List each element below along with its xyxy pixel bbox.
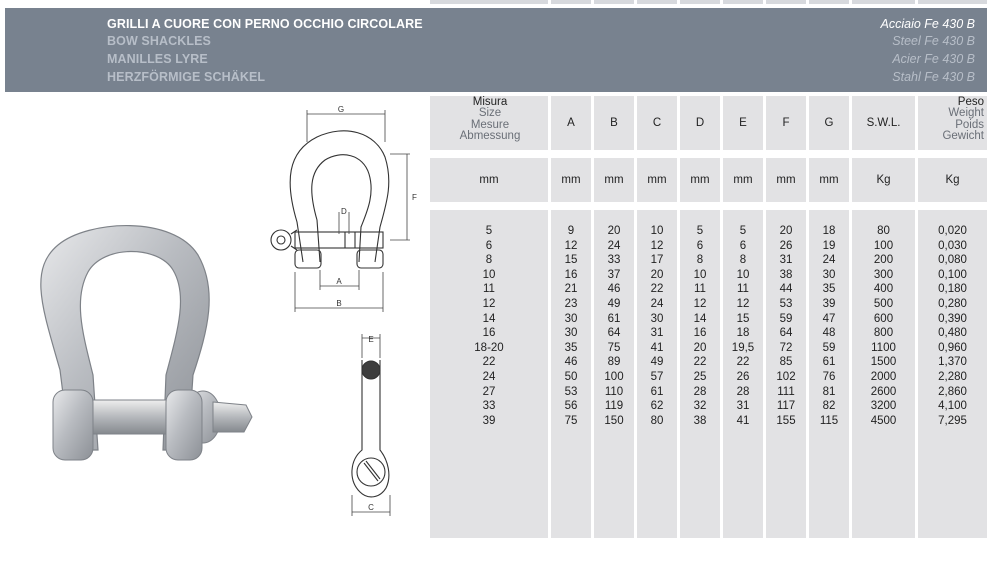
table-cell: 500 xyxy=(873,297,894,310)
table-cell: 18-20 xyxy=(474,341,504,354)
table-cell: 155 xyxy=(776,414,796,427)
table-cell: 0,480 xyxy=(938,327,967,340)
table-cell: 2600 xyxy=(870,385,897,398)
table-cell: 50 xyxy=(564,370,578,383)
table-cell: 10 xyxy=(650,225,664,237)
table-cell: 300 xyxy=(873,268,894,281)
table-cell: 24 xyxy=(482,370,496,383)
table-cell: 31 xyxy=(736,400,750,413)
table-cell: 22 xyxy=(482,356,496,369)
table-cell: 10 xyxy=(736,268,750,281)
table-cell: 46 xyxy=(564,356,578,369)
table-cell: 75 xyxy=(607,341,621,354)
table-cell: 0,100 xyxy=(938,268,967,281)
table-cell: 5 xyxy=(485,225,493,237)
table-cell: 100 xyxy=(873,239,894,252)
table-cell: 4,100 xyxy=(938,400,967,413)
table-cell: 18 xyxy=(736,327,750,340)
table-cell: 5 xyxy=(739,225,747,237)
table-cell: 76 xyxy=(822,370,836,383)
table-cell: 28 xyxy=(736,385,750,398)
product-header xyxy=(5,8,987,92)
values-c xyxy=(637,224,677,428)
table-cell: 49 xyxy=(607,297,621,310)
table-cell: 0,030 xyxy=(938,239,967,252)
table-cell: 800 xyxy=(873,327,894,340)
table-cell: 31 xyxy=(779,254,793,267)
table-cell: 33 xyxy=(482,400,496,413)
table-cell: 41 xyxy=(650,341,664,354)
table-cell: 8 xyxy=(485,254,493,267)
values-f xyxy=(766,224,806,428)
table-cell: 2000 xyxy=(870,370,897,383)
table-cell: 24 xyxy=(607,239,621,252)
table-cell: 39 xyxy=(822,297,836,310)
table-cell: 9 xyxy=(567,225,575,237)
table-cell: 0,180 xyxy=(938,283,967,296)
unit-d: mm xyxy=(690,174,710,186)
unit-g: mm xyxy=(819,174,839,186)
table-cell: 64 xyxy=(779,327,793,340)
material-italian: Acciaio Fe 430 B xyxy=(880,17,975,31)
label-g: G xyxy=(337,105,345,114)
table-cell: 18 xyxy=(822,225,836,237)
size-header-en: Size xyxy=(478,107,502,119)
table-cell: 30 xyxy=(822,268,836,281)
table-cell: 21 xyxy=(564,283,578,296)
table-cell: 0,020 xyxy=(938,225,967,237)
table-cell: 8 xyxy=(739,254,747,267)
table-cell: 26 xyxy=(736,370,750,383)
table-cell: 41 xyxy=(736,414,750,427)
values-d xyxy=(680,224,720,428)
size-header-de: Abmessung xyxy=(459,130,521,142)
table-cell: 0,390 xyxy=(938,312,967,325)
label-c: C xyxy=(368,503,374,512)
table-cell: 35 xyxy=(564,341,578,354)
header-b: B xyxy=(610,117,618,129)
table-cell: 117 xyxy=(776,400,796,413)
header-f: F xyxy=(782,117,790,129)
table-cell: 22 xyxy=(736,356,750,369)
table-cell: 7,295 xyxy=(938,414,967,427)
label-a: A xyxy=(336,277,342,286)
table-cell: 59 xyxy=(779,312,793,325)
table-cell: 47 xyxy=(822,312,836,325)
table-cell: 64 xyxy=(607,327,621,340)
side-view-drawing xyxy=(340,330,400,520)
table-cell: 11 xyxy=(694,283,706,296)
material-german: Stahl Fe 430 B xyxy=(892,70,975,84)
table-cell: 59 xyxy=(822,341,836,354)
table-cell: 12 xyxy=(693,297,707,310)
table-cell: 20 xyxy=(693,341,707,354)
table-cell: 10 xyxy=(693,268,707,281)
values-b xyxy=(594,224,634,428)
table-cell: 37 xyxy=(607,268,621,281)
table-cell: 0,280 xyxy=(938,297,967,310)
weight-header xyxy=(918,96,984,150)
table-cell: 10 xyxy=(482,268,496,281)
table-cell: 0,080 xyxy=(938,254,967,267)
table-cell: 27 xyxy=(482,385,496,398)
unit-weight: Kg xyxy=(945,174,960,186)
table-cell: 48 xyxy=(822,327,836,340)
table-cell: 61 xyxy=(822,356,836,369)
table-cell: 24 xyxy=(822,254,836,267)
table-cell: 62 xyxy=(650,400,664,413)
table-cell: 30 xyxy=(564,312,578,325)
table-cell: 23 xyxy=(564,297,578,310)
table-cell: 110 xyxy=(604,385,624,398)
table-cell: 57 xyxy=(650,370,664,383)
table-cell: 3200 xyxy=(870,400,897,413)
table-cell: 82 xyxy=(822,400,836,413)
table-cell: 6 xyxy=(696,239,704,252)
table-cell: 19 xyxy=(822,239,836,252)
table-cell: 2,860 xyxy=(938,385,967,398)
table-cell: 2,280 xyxy=(938,370,967,383)
label-b: B xyxy=(336,299,342,308)
table-cell: 14 xyxy=(693,312,707,325)
table-cell: 44 xyxy=(779,283,793,296)
table-cell: 20 xyxy=(779,225,793,237)
table-cell: 119 xyxy=(604,400,624,413)
table-cell: 150 xyxy=(604,414,624,427)
title-italian: GRILLI A CUORE CON PERNO OCCHIO CIRCOLARE xyxy=(107,17,423,31)
table-cell: 115 xyxy=(819,414,839,427)
table-cell: 20 xyxy=(607,225,621,237)
table-cell: 85 xyxy=(779,356,793,369)
table-cell: 1500 xyxy=(870,356,897,369)
table-cell: 53 xyxy=(564,385,578,398)
table-cell: 89 xyxy=(607,356,621,369)
table-cell: 12 xyxy=(736,297,750,310)
table-cell: 22 xyxy=(693,356,707,369)
table-cell: 400 xyxy=(873,283,894,296)
size-header-main: Misura xyxy=(472,96,508,108)
table-cell: 75 xyxy=(564,414,578,427)
table-cell: 19,5 xyxy=(731,341,755,354)
unit-swl: Kg xyxy=(876,174,891,186)
values-swl xyxy=(852,224,915,428)
weight-header-en: Weight xyxy=(948,107,984,119)
table-cell: 12 xyxy=(650,239,664,252)
table-cell: 200 xyxy=(873,254,894,267)
table-cell: 24 xyxy=(650,297,664,310)
table-cell: 1100 xyxy=(871,341,896,354)
table-cell: 102 xyxy=(776,370,796,383)
label-f: F xyxy=(412,193,417,202)
table-cell: 111 xyxy=(777,385,795,398)
unit-c: mm xyxy=(647,174,667,186)
weight-header-de: Gewicht xyxy=(942,130,984,142)
title-german: HERZFÖRMIGE SCHÄKEL xyxy=(107,70,266,84)
table-cell: 56 xyxy=(564,400,578,413)
header-g: G xyxy=(824,117,834,129)
unit-size: mm xyxy=(479,174,499,186)
table-cell: 16 xyxy=(693,327,707,340)
table-cell: 28 xyxy=(693,385,707,398)
table-cell: 12 xyxy=(564,239,578,252)
weight-header-main: Peso xyxy=(957,96,984,108)
header-c: C xyxy=(652,117,662,129)
size-header xyxy=(434,96,546,150)
table-cell: 14 xyxy=(482,312,496,325)
row-separator xyxy=(430,202,987,210)
unit-a: mm xyxy=(561,174,581,186)
table-cell: 26 xyxy=(779,239,793,252)
material-english: Steel Fe 430 B xyxy=(892,34,975,48)
table-cell: 11 xyxy=(737,283,749,296)
unit-e: mm xyxy=(733,174,753,186)
values-g xyxy=(809,224,849,428)
table-cell: 100 xyxy=(604,370,624,383)
table-cell: 6 xyxy=(485,239,493,252)
table-cell: 5 xyxy=(696,225,704,237)
table-cell: 46 xyxy=(607,283,621,296)
table-cell: 16 xyxy=(564,268,578,281)
table-cell: 1,370 xyxy=(938,356,967,369)
table-cell: 15 xyxy=(564,254,578,267)
values-a xyxy=(551,224,591,428)
table-cell: 38 xyxy=(693,414,707,427)
table-cell: 15 xyxy=(736,312,750,325)
unit-f: mm xyxy=(776,174,796,186)
table-cell: 22 xyxy=(650,283,664,296)
table-cell: 38 xyxy=(779,268,793,281)
table-cell: 31 xyxy=(650,327,664,340)
values-weight xyxy=(918,224,987,428)
material-french: Acier Fe 430 B xyxy=(892,52,975,66)
table-cell: 33 xyxy=(607,254,621,267)
weight-header-fr: Poids xyxy=(955,118,984,131)
header-e: E xyxy=(739,117,747,129)
header-swl: S.W.L. xyxy=(866,117,901,129)
table-cell: 61 xyxy=(650,385,664,398)
values-size xyxy=(430,224,548,428)
table-cell: 20 xyxy=(650,268,664,281)
table-cell: 81 xyxy=(822,385,836,398)
label-d: D xyxy=(341,207,347,216)
table-cell: 32 xyxy=(693,400,707,413)
table-cell: 11 xyxy=(483,283,495,296)
table-cell: 35 xyxy=(822,283,836,296)
table-cell: 8 xyxy=(696,254,704,267)
front-view-drawing xyxy=(265,102,425,322)
size-header-fr: Mesure xyxy=(470,118,510,131)
table-cell: 53 xyxy=(779,297,793,310)
unit-b: mm xyxy=(604,174,624,186)
table-cell: 0,960 xyxy=(938,341,967,354)
values-e xyxy=(723,224,763,428)
table-cell: 80 xyxy=(877,225,890,237)
table-cell: 4500 xyxy=(870,414,897,427)
table-cell: 17 xyxy=(650,254,664,267)
table-cell: 39 xyxy=(482,414,496,427)
table-cell: 6 xyxy=(739,239,747,252)
title-french: MANILLES LYRE xyxy=(107,52,208,66)
header-d: D xyxy=(695,117,705,129)
table-cell: 49 xyxy=(650,356,664,369)
top-strip xyxy=(0,0,999,6)
label-e: E xyxy=(368,335,374,344)
table-cell: 12 xyxy=(482,297,496,310)
table-cell: 72 xyxy=(779,341,793,354)
shackle-photo xyxy=(8,200,260,470)
table-cell: 30 xyxy=(650,312,664,325)
table-cell: 61 xyxy=(607,312,621,325)
table-cell: 30 xyxy=(564,327,578,340)
header-a: A xyxy=(567,117,575,129)
table-cell: 16 xyxy=(482,327,496,340)
table-cell: 600 xyxy=(873,312,894,325)
title-english: BOW SHACKLES xyxy=(107,34,211,48)
table-cell: 80 xyxy=(650,414,664,427)
table-cell: 25 xyxy=(693,370,707,383)
row-separator xyxy=(430,150,987,158)
